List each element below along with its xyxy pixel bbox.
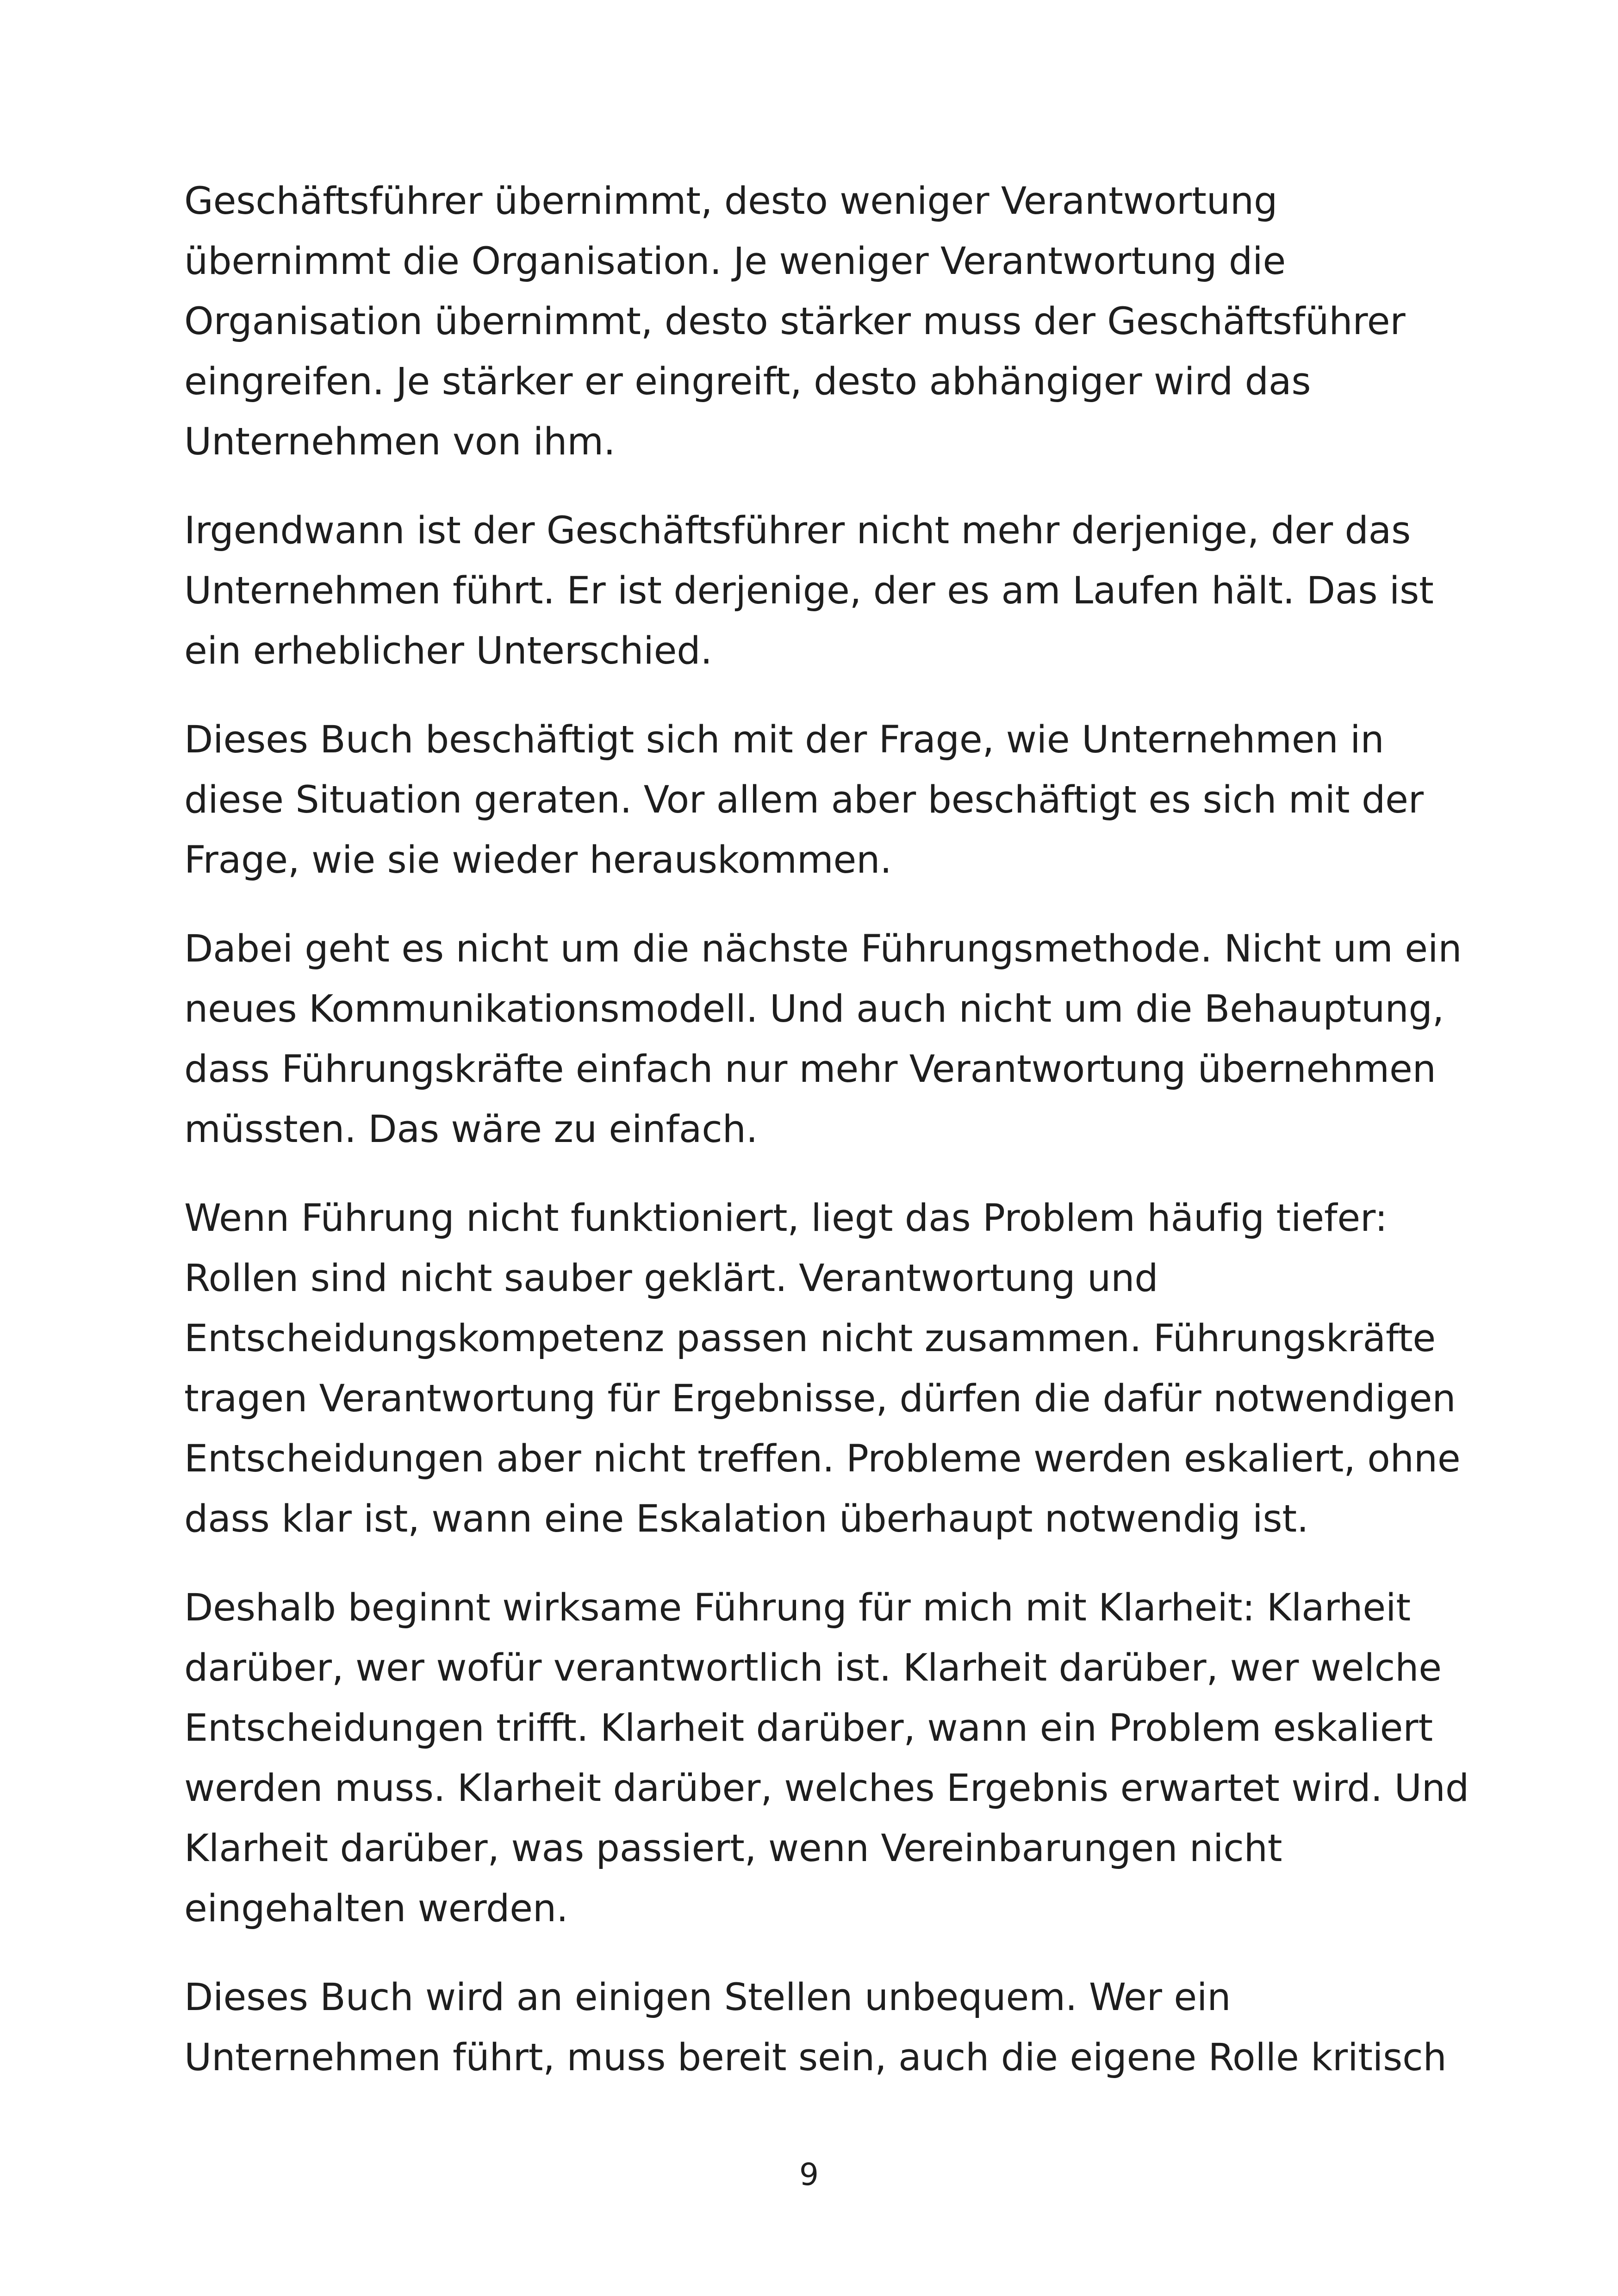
body-text	[184, 171, 1469, 2116]
text-line: werden muss. Klarheit darüber, welches Ergebnis erwartet wird. Und	[184, 1767, 1469, 1810]
text-line: Deshalb beginnt wirksame Führung für mich mit Klarheit: Klarheit	[184, 1586, 1411, 1630]
text-line: übernimmt die Organisation. Je weniger Verantwortung die	[184, 240, 1286, 283]
paragraph-1	[184, 171, 1452, 472]
text-line: Dieses Buch beschäftigt sich mit der Frage, wie Unternehmen in	[184, 718, 1384, 762]
paragraph-2	[184, 501, 1452, 681]
text-line: Entscheidungen trifft. Klarheit darüber, wann ein Problem eskaliert	[184, 1706, 1433, 1750]
text-line: Unternehmen führt, muss bereit sein, auch die eigene Rolle kritisch	[184, 2036, 1447, 2079]
paragraph-3	[184, 710, 1452, 890]
text-line: müssten. Das wäre zu einfach.	[184, 1108, 758, 1151]
text-line: eingreifen. Je stärker er eingreift, desto abhängiger wird das	[184, 360, 1311, 403]
paragraph-7	[184, 1967, 1452, 2088]
text-line: Entscheidungen aber nicht treffen. Probleme werden eskaliert, ohne	[184, 1437, 1461, 1481]
text-line: Dabei geht es nicht um die nächste Führungsmethode. Nicht um ein	[184, 927, 1462, 971]
text-line: neues Kommunikationsmodell. Und auch nicht um die Behauptung,	[184, 987, 1444, 1031]
text-line: Klarheit darüber, was passiert, wenn Vereinbarungen nicht	[184, 1827, 1282, 1870]
paragraph-4	[184, 919, 1462, 1160]
text-line: Rollen sind nicht sauber geklärt. Verantwortung und	[184, 1257, 1158, 1300]
text-line: dass Führungskräfte einfach nur mehr Verantwortung übernehmen	[184, 1048, 1436, 1091]
text-line: Unternehmen führt. Er ist derjenige, der es am Laufen hält. Das ist	[184, 569, 1434, 613]
text-line: Geschäftsführer übernimmt, desto weniger Verantwortung	[184, 180, 1278, 223]
paragraph-6	[184, 1578, 1469, 1939]
text-line: Dieses Buch wird an einigen Stellen unbequem. Wer ein	[184, 1976, 1231, 2019]
page-number: 9	[799, 2157, 819, 2192]
text-line: Entscheidungskompetenz passen nicht zusammen. Führungskräfte	[184, 1317, 1436, 1360]
text-line: Wenn Führung nicht funktioniert, liegt das Problem häufig tiefer:	[184, 1197, 1388, 1240]
text-line: ein erheblicher Unterschied.	[184, 629, 712, 673]
text-line: diese Situation geraten. Vor allem aber beschäftigt es sich mit der	[184, 778, 1424, 822]
paragraph-5	[184, 1188, 1461, 1549]
text-line: darüber, wer wofür verantwortlich ist. Klarheit darüber, wer welche	[184, 1646, 1442, 1690]
text-line: Unternehmen von ihm.	[184, 420, 616, 464]
text-line: dass klar ist, wann eine Eskalation überhaupt notwendig ist.	[184, 1497, 1309, 1541]
text-line: eingehalten werden.	[184, 1887, 568, 1930]
text-line: tragen Verantwortung für Ergebnisse, dürfen die dafür notwendigen	[184, 1377, 1456, 1421]
text-line: Irgendwann ist der Geschäftsführer nicht mehr derjenige, der das	[184, 509, 1411, 552]
text-line: Frage, wie sie wieder herauskommen.	[184, 838, 892, 882]
text-line: Organisation übernimmt, desto stärker muss der Geschäftsführer	[184, 300, 1406, 343]
